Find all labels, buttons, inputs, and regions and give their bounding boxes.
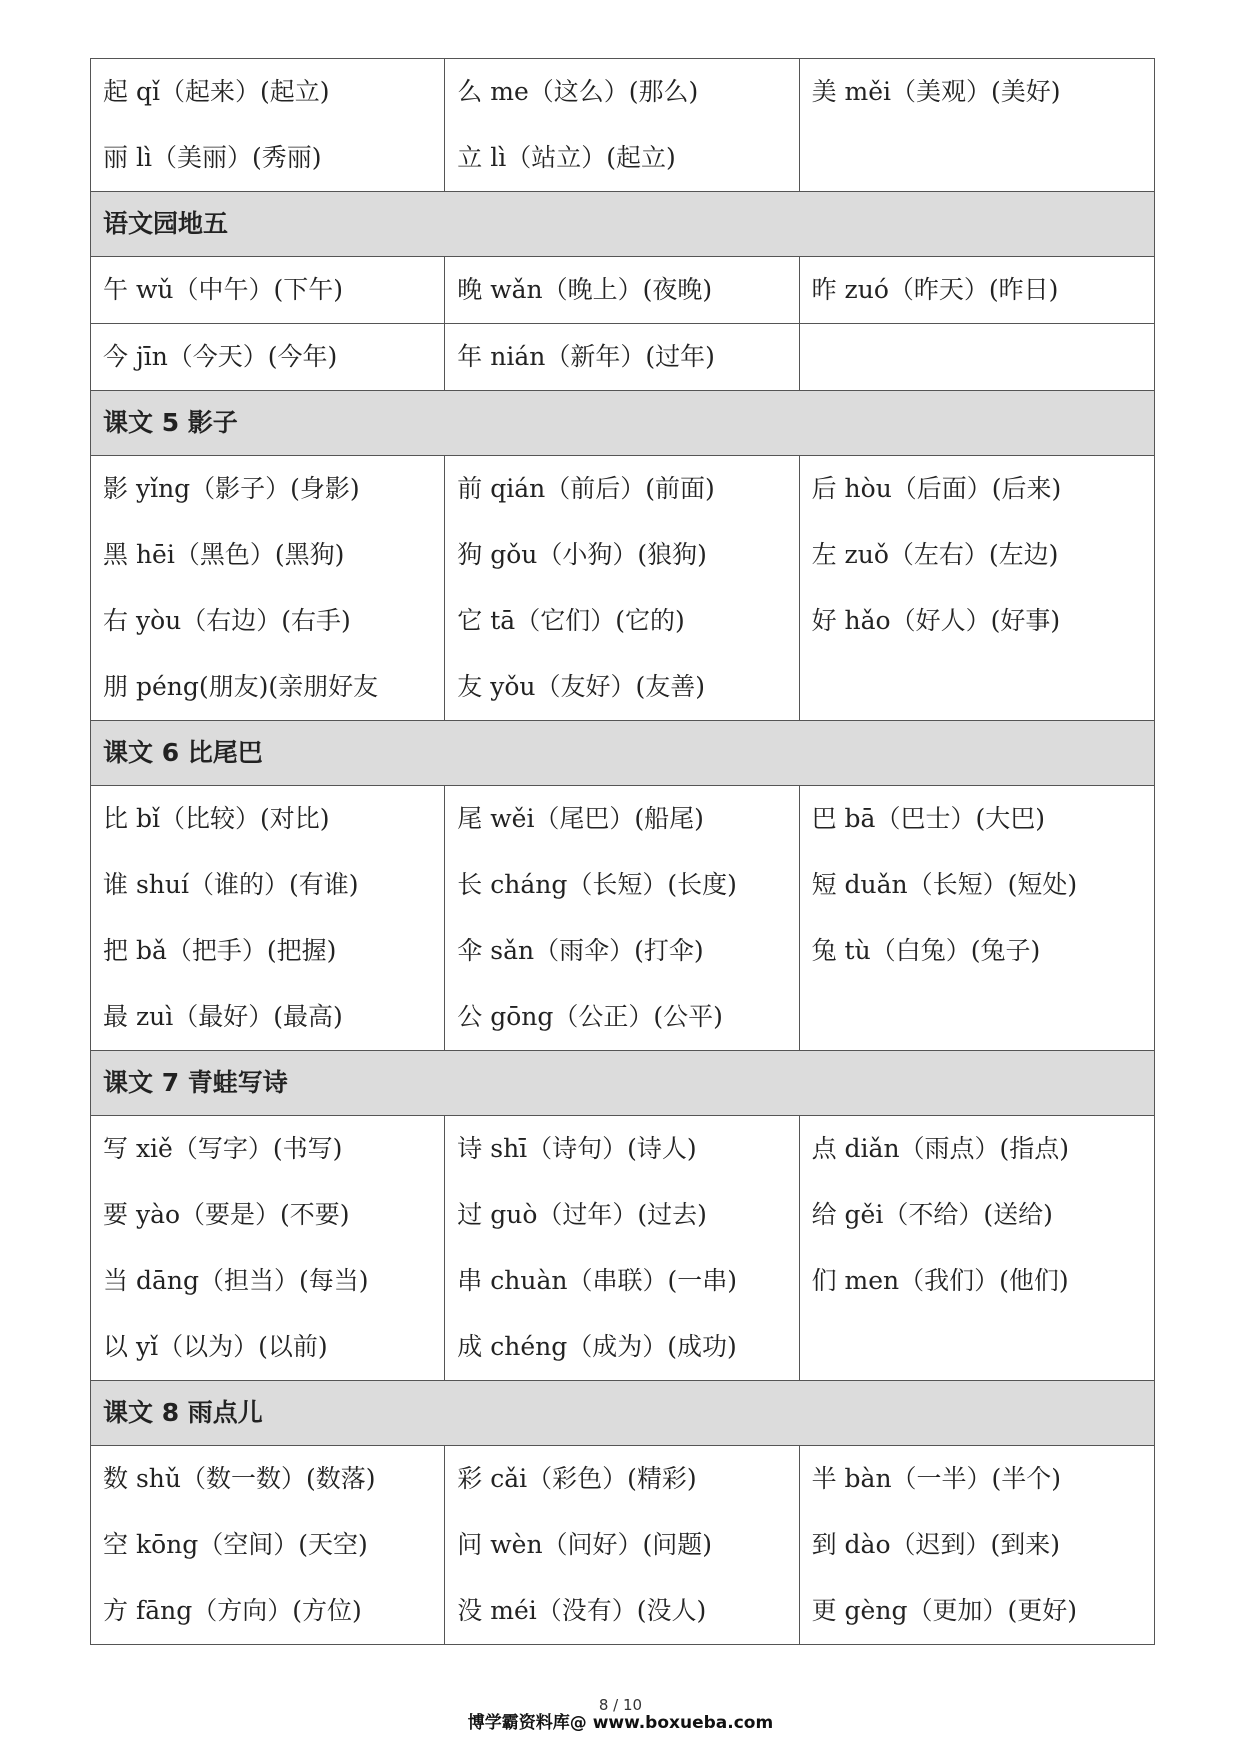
word-entry: 更 gèng（更加）(更好) — [811, 1596, 1077, 1625]
word-entry: 串 chuàn（串联）(一串) — [457, 1266, 737, 1295]
word-entry: 晚 wǎn（晚上）(夜晚) — [457, 275, 713, 304]
word-row — [91, 59, 1155, 192]
word-entry: 给 gěi（不给）(送给) — [811, 1200, 1053, 1229]
word-entry: 数 shǔ（数一数）(数落) — [103, 1464, 376, 1493]
section-header-row — [91, 192, 1155, 257]
word-cell — [91, 59, 445, 192]
word-entry: 好 hǎo（好人）(好事) — [811, 606, 1061, 635]
section-title: 课文 8 雨点儿 — [91, 1381, 1155, 1446]
vocabulary-table — [90, 58, 1155, 1645]
word-entry: 长 cháng（长短）(长度) — [457, 870, 737, 899]
word-cell — [91, 1116, 445, 1381]
word-entry: 空 kōng（空间）(天空) — [103, 1530, 368, 1559]
word-row — [91, 456, 1155, 721]
word-entry: 方 fāng（方向）(方位) — [103, 1596, 362, 1625]
word-entry: 到 dào（迟到）(到来) — [811, 1530, 1061, 1559]
section-title: 课文 6 比尾巴 — [91, 721, 1155, 786]
word-entry: 尾 wěi（尾巴）(船尾) — [457, 804, 704, 833]
word-cell — [799, 59, 1154, 192]
word-entry: 公 gōng（公正）(公平) — [457, 1002, 723, 1031]
word-cell — [445, 324, 799, 391]
word-entry: 年 nián（新年）(过年) — [457, 342, 715, 371]
section-header-row — [91, 1051, 1155, 1116]
word-cell — [799, 456, 1154, 721]
site-watermark: 博学霸资料库@ www.boxueba.com — [467, 1713, 774, 1733]
word-entry: 以 yǐ（以为）(以前) — [103, 1332, 328, 1361]
word-entry: 影 yǐng（影子）(身影) — [103, 474, 360, 503]
word-entry: 丽 lì（美丽）(秀丽) — [103, 143, 322, 172]
word-entry: 美 měi（美观）(美好) — [811, 77, 1061, 106]
word-cell — [445, 456, 799, 721]
word-cell — [91, 786, 445, 1051]
word-entry: 朋 péng(朋友)(亲朋好友 — [103, 672, 379, 701]
word-entry: 最 zuì（最好）(最高) — [103, 1002, 343, 1031]
word-entry: 左 zuǒ（左右）(左边) — [811, 540, 1059, 569]
word-cell — [91, 324, 445, 391]
word-cell — [799, 324, 1154, 391]
word-entry: 成 chéng（成为）(成功) — [457, 1332, 737, 1361]
word-entry: 么 me（这么）(那么) — [457, 77, 699, 106]
section-header-row — [91, 1381, 1155, 1446]
word-entry: 昨 zuó（昨天）(昨日) — [811, 275, 1059, 304]
word-cell — [799, 786, 1154, 1051]
word-entry: 立 lì（站立）(起立) — [457, 143, 676, 172]
section-title: 课文 5 影子 — [91, 391, 1155, 456]
word-entry: 过 guò（过年）(过去) — [457, 1200, 707, 1229]
word-entry: 狗 gǒu（小狗）(狼狗) — [457, 540, 707, 569]
word-row — [91, 1446, 1155, 1645]
word-row — [91, 257, 1155, 324]
word-entry: 前 qián（前后）(前面) — [457, 474, 715, 503]
word-cell — [91, 257, 445, 324]
word-cell — [445, 59, 799, 192]
word-entry: 当 dāng（担当）(每当) — [103, 1266, 369, 1295]
word-cell — [445, 1446, 799, 1645]
word-entry: 兔 tù（白兔）(兔子) — [811, 936, 1041, 965]
word-cell — [91, 1446, 445, 1645]
word-entry: 没 méi（没有）(没人) — [457, 1596, 707, 1625]
word-row — [91, 1116, 1155, 1381]
word-entry: 短 duǎn（长短）(短处) — [811, 870, 1078, 899]
word-entry: 它 tā（它们）(它的) — [457, 606, 685, 635]
word-entry: 写 xiě（写字）(书写) — [103, 1134, 343, 1163]
section-title: 课文 7 青蛙写诗 — [91, 1051, 1155, 1116]
word-entry: 午 wǔ（中午）(下午) — [103, 275, 343, 304]
page-footer — [0, 1697, 1241, 1733]
word-cell — [799, 257, 1154, 324]
word-entry: 彩 cǎi（彩色）(精彩) — [457, 1464, 697, 1493]
word-entry: 伞 sǎn（雨伞）(打伞) — [457, 936, 704, 965]
word-entry: 谁 shuí（谁的）(有谁) — [103, 870, 359, 899]
word-entry: 后 hòu（后面）(后来) — [811, 474, 1062, 503]
section-title: 语文园地五 — [91, 192, 1155, 257]
word-entry: 友 yǒu（友好）(友善) — [457, 672, 706, 701]
word-entry: 点 diǎn（雨点）(指点) — [811, 1134, 1070, 1163]
word-entry: 诗 shī（诗句）(诗人) — [457, 1134, 697, 1163]
word-cell — [91, 456, 445, 721]
word-cell — [445, 1116, 799, 1381]
word-entry: 起 qǐ（起来）(起立) — [103, 77, 330, 106]
word-row — [91, 786, 1155, 1051]
word-cell — [445, 257, 799, 324]
word-entry: 右 yòu（右边）(右手) — [103, 606, 351, 635]
word-entry: 半 bàn（一半）(半个) — [811, 1464, 1062, 1493]
word-entry: 黑 hēi（黑色）(黑狗) — [103, 540, 345, 569]
word-entry: 巴 bā（巴士）(大巴) — [811, 804, 1045, 833]
word-entry: 把 bǎ（把手）(把握) — [103, 936, 337, 965]
section-header-row — [91, 721, 1155, 786]
word-entry: 比 bǐ（比较）(对比) — [103, 804, 330, 833]
word-entry: 今 jīn（今天）(今年) — [103, 342, 338, 371]
word-entry: 问 wèn（问好）(问题) — [457, 1530, 713, 1559]
word-cell — [799, 1446, 1154, 1645]
word-cell — [799, 1116, 1154, 1381]
word-row — [91, 324, 1155, 391]
page-number: 8 / 10 — [598, 1696, 643, 1714]
word-entry: 要 yào（要是）(不要) — [103, 1200, 350, 1229]
section-header-row — [91, 391, 1155, 456]
word-entry: 们 men（我们）(他们) — [811, 1266, 1069, 1295]
word-cell — [445, 786, 799, 1051]
